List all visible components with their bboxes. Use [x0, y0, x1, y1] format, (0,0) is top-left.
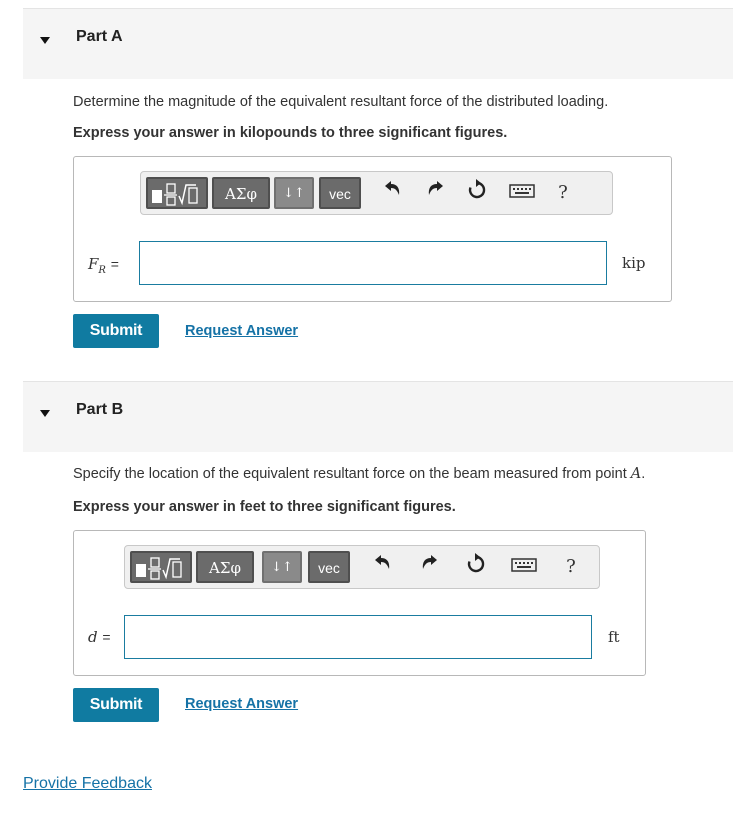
part-a-instruction: Express your answer in kilopounds to three significant figures.: [73, 125, 508, 141]
part-a-answer-input[interactable]: [139, 241, 607, 285]
redo-icon[interactable]: [421, 179, 449, 207]
templates-icon: [132, 555, 190, 581]
help-icon[interactable]: ?: [558, 182, 568, 203]
math-toolbar: [124, 545, 600, 589]
keyboard-icon[interactable]: [509, 553, 539, 581]
vec-button[interactable]: vec: [319, 177, 361, 209]
part-a-var-sub: R: [98, 265, 106, 276]
reset-icon[interactable]: [463, 179, 491, 207]
part-a-title: Part A: [76, 28, 123, 45]
part-b-submit-button[interactable]: Submit: [73, 688, 159, 722]
math-toolbar: [140, 171, 613, 215]
part-a-submit-button[interactable]: Submit: [73, 314, 159, 348]
part-a-answer-box: [73, 156, 672, 302]
part-a-equals: =: [110, 256, 119, 272]
provide-feedback-link[interactable]: Provide Feedback: [23, 775, 152, 792]
part-a-header[interactable]: [23, 8, 733, 79]
undo-icon[interactable]: [369, 553, 397, 581]
part-a-unit: kip: [622, 254, 646, 272]
reset-icon[interactable]: [462, 553, 490, 581]
redo-icon[interactable]: [415, 553, 443, 581]
templates-icon: [148, 181, 206, 207]
part-b-instruction: Express your answer in feet to three significant figures.: [73, 499, 456, 515]
part-b-point: A: [630, 466, 642, 482]
part-b-question-text: Specify the location of the equivalent resultant force on the beam measured from point: [73, 466, 631, 482]
undo-icon[interactable]: [379, 179, 407, 207]
caret-down-icon[interactable]: [40, 410, 50, 417]
part-a-var-main: F: [88, 255, 99, 273]
vec-button[interactable]: vec: [308, 551, 350, 583]
help-icon[interactable]: ?: [566, 556, 576, 577]
part-b-request-answer-link[interactable]: Request Answer: [185, 696, 299, 712]
greek-symbols-button[interactable]: ΑΣφ: [212, 177, 270, 209]
part-b-answer-input[interactable]: [124, 615, 592, 659]
part-a-question: Determine the magnitude of the equivalent resultant force of the distributed loading.: [73, 94, 609, 110]
part-b-equals: =: [102, 629, 111, 645]
part-b-unit: ft: [608, 628, 620, 646]
part-b-answer-box: [73, 530, 646, 676]
part-a-variable-label: [88, 255, 119, 276]
part-b-header[interactable]: [23, 381, 733, 452]
part-b-period: .: [641, 466, 646, 482]
part-b-question: [73, 466, 645, 482]
part-b-var-main: d: [88, 628, 98, 646]
greek-symbols-button[interactable]: ΑΣφ: [196, 551, 254, 583]
templates-button[interactable]: [146, 177, 208, 209]
templates-button[interactable]: [130, 551, 192, 583]
keyboard-icon[interactable]: [507, 179, 537, 207]
part-b-variable-label: [88, 628, 111, 646]
arrows-button[interactable]: ↓↑: [262, 551, 302, 583]
part-a-request-answer-link[interactable]: Request Answer: [185, 323, 299, 339]
arrows-button[interactable]: ↓↑: [274, 177, 314, 209]
part-b-title: Part B: [76, 401, 124, 418]
caret-down-icon[interactable]: [40, 37, 50, 44]
